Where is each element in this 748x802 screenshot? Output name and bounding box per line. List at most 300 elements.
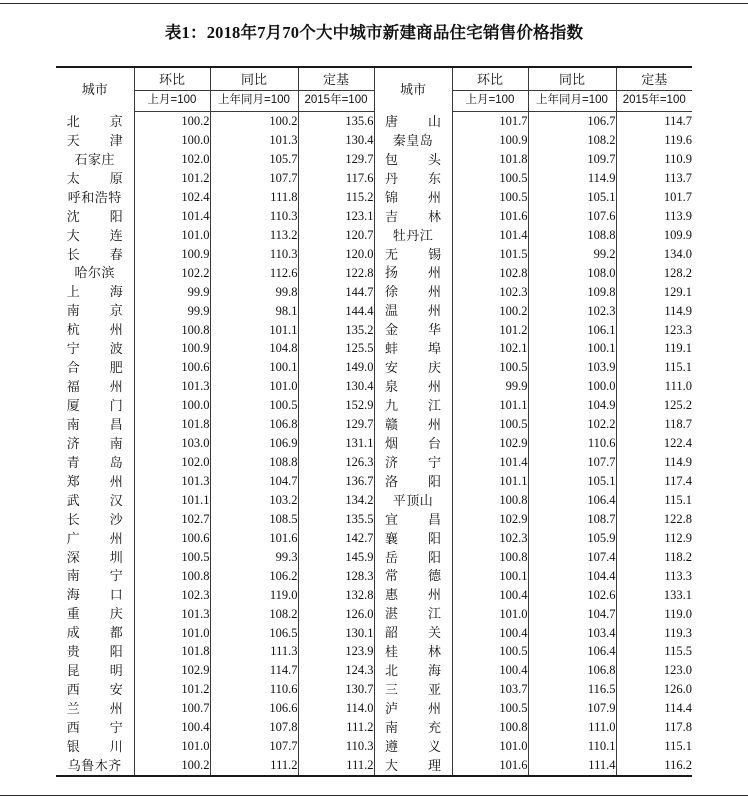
cell-base-right: 117.8 (664, 720, 692, 735)
table-row (56, 567, 692, 586)
cell-mom-left: 101.8 (134, 642, 210, 661)
cell-base-left: 131.1 (298, 434, 374, 453)
cell-base-left: 123.1 (298, 207, 374, 226)
cell-city-left: 哈尔滨 (56, 264, 134, 283)
cell-city-left: 上海 (56, 282, 134, 301)
cell-city-left: 长沙 (56, 510, 134, 529)
cell-base-right: 114.7 (664, 114, 692, 129)
table-row (56, 623, 692, 642)
table-row (56, 548, 692, 567)
cell-mom-right: 100.9 (452, 131, 528, 150)
table-row (56, 169, 692, 188)
cell-yoy-left: 111.8 (210, 188, 298, 207)
table-body (56, 112, 692, 776)
cell-yoy-left: 100.5 (210, 396, 298, 415)
cell-yoy-right: 110.1 (528, 737, 616, 756)
cell-yoy-right: 106.7 (528, 112, 616, 131)
cell-base-left: 142.7 (298, 529, 374, 548)
cell-mom-right: 100.4 (452, 585, 528, 604)
cell-base-left: 124.3 (298, 661, 374, 680)
cell-base-right: 115.1 (664, 492, 692, 507)
cell-city-left: 宁波 (56, 339, 134, 358)
cell-base-right: 119.3 (664, 625, 692, 640)
cell-yoy-right: 108.0 (528, 264, 616, 283)
cell-mom-right: 100.5 (452, 188, 528, 207)
cell-mom-left: 102.4 (134, 188, 210, 207)
cell-base-left: 134.2 (298, 491, 374, 510)
cell-mom-left: 100.7 (134, 699, 210, 718)
cell-base-right: 113.7 (664, 171, 692, 186)
table-row (56, 472, 692, 491)
cell-city-right: 唐山 (374, 112, 452, 131)
cell-base-right: 118.2 (664, 549, 692, 564)
price-index-table-container (56, 66, 692, 777)
page-top-rule (0, 3, 748, 4)
cell-mom-right: 101.4 (452, 453, 528, 472)
cell-yoy-right: 114.9 (528, 169, 616, 188)
cell-city-left: 南昌 (56, 415, 134, 434)
cell-yoy-right: 104.9 (528, 396, 616, 415)
table-row (56, 377, 692, 396)
header-row-primary (56, 67, 692, 91)
cell-city-right: 扬州 (374, 264, 452, 283)
cell-mom-left: 101.1 (134, 491, 210, 510)
cell-mom-left: 100.5 (134, 548, 210, 567)
column-header-mom-right: 环比 (452, 67, 528, 91)
cell-city-left: 兰州 (56, 699, 134, 718)
column-subheader-mom-right: 上月=100 (452, 91, 528, 112)
cell-city-right: 丹东 (374, 169, 452, 188)
table-row (56, 491, 692, 510)
cell-yoy-left: 104.7 (210, 472, 298, 491)
cell-base-right: 134.0 (663, 246, 692, 261)
table-row (56, 358, 692, 377)
cell-yoy-right: 100.0 (528, 377, 616, 396)
table-header (56, 67, 692, 112)
cell-base-right: 129.1 (663, 284, 692, 299)
cell-city-right: 赣州 (374, 415, 452, 434)
column-header-base-right: 定基 (616, 67, 692, 91)
cell-mom-left: 100.2 (134, 112, 210, 131)
cell-mom-left: 101.0 (134, 623, 210, 642)
cell-mom-left: 103.0 (134, 434, 210, 453)
cell-yoy-right: 104.4 (528, 567, 616, 586)
cell-mom-right: 101.6 (452, 756, 528, 776)
table-row (56, 339, 692, 358)
cell-city-left: 重庆 (56, 604, 134, 623)
table-row (56, 453, 692, 472)
cell-city-right: 牡丹江 (374, 226, 452, 245)
cell-yoy-right: 102.2 (528, 415, 616, 434)
cell-mom-right: 102.1 (452, 339, 528, 358)
cell-base-left: 144.7 (298, 282, 374, 301)
cell-mom-left: 102.3 (134, 585, 210, 604)
cell-mom-left: 101.4 (134, 207, 210, 226)
cell-mom-right: 102.3 (452, 282, 528, 301)
cell-base-right: 101.7 (663, 189, 692, 204)
cell-city-right: 金华 (374, 320, 452, 339)
cell-yoy-left: 114.7 (210, 661, 298, 680)
cell-base-right: 111.0 (664, 379, 692, 394)
cell-city-left: 福州 (56, 377, 134, 396)
cell-city-right: 徐州 (374, 282, 452, 301)
cell-yoy-left: 106.6 (210, 699, 298, 718)
cell-mom-right: 102.8 (452, 264, 528, 283)
cell-mom-left: 100.0 (134, 396, 210, 415)
cell-base-left: 130.4 (298, 131, 374, 150)
cell-yoy-left: 107.7 (210, 169, 298, 188)
cell-base-right: 128.2 (663, 265, 692, 280)
cell-city-left: 沈阳 (56, 207, 134, 226)
cell-city-left: 济南 (56, 434, 134, 453)
cell-city-right: 桂林 (374, 642, 452, 661)
cell-base-right: 110.9 (664, 152, 692, 167)
cell-mom-left: 100.8 (134, 567, 210, 586)
cell-yoy-left: 99.3 (210, 548, 298, 567)
cell-mom-left: 101.8 (134, 415, 210, 434)
cell-base-right: 116.2 (616, 756, 692, 776)
cell-city-right: 泸州 (374, 699, 452, 718)
cell-city-left: 银川 (56, 737, 134, 756)
cell-base-left: 130.7 (298, 680, 374, 699)
cell-city-left: 呼和浩特 (56, 188, 134, 207)
cell-yoy-right: 103.9 (528, 358, 616, 377)
table-row (56, 434, 692, 453)
cell-yoy-left: 98.1 (210, 301, 298, 320)
column-header-city-left: 城市 (56, 67, 134, 112)
table-row (56, 718, 692, 737)
cell-yoy-right: 102.6 (528, 585, 616, 604)
cell-mom-left: 100.0 (134, 131, 210, 150)
cell-city-left: 武汉 (56, 491, 134, 510)
cell-city-right: 锦州 (374, 188, 452, 207)
cell-base-left: 111.2 (298, 756, 374, 776)
cell-base-left: 120.0 (298, 245, 374, 264)
cell-city-right: 包头 (374, 150, 452, 169)
cell-mom-right: 101.8 (452, 150, 528, 169)
cell-yoy-right: 100.1 (528, 339, 616, 358)
cell-city-right: 蚌埠 (374, 339, 452, 358)
cell-city-left: 天津 (56, 131, 134, 150)
cell-mom-right: 101.0 (452, 737, 528, 756)
cell-mom-left: 99.9 (134, 282, 210, 301)
cell-base-left: 135.5 (298, 510, 374, 529)
cell-yoy-right: 106.8 (528, 661, 616, 680)
table-row (56, 131, 692, 150)
cell-city-right: 北海 (374, 661, 452, 680)
cell-base-left: 115.2 (298, 188, 374, 207)
cell-city-left: 北京 (56, 112, 134, 131)
cell-yoy-right: 107.9 (528, 699, 616, 718)
cell-base-left: 136.7 (298, 472, 374, 491)
column-header-yoy-right: 同比 (528, 67, 616, 91)
cell-base-right: 113.3 (664, 568, 692, 583)
cell-yoy-left: 101.3 (210, 131, 298, 150)
cell-base-right: 114.9 (664, 303, 692, 318)
cell-yoy-right: 109.8 (528, 282, 616, 301)
cell-base-right: 123.3 (663, 322, 692, 337)
cell-yoy-right: 103.4 (528, 623, 616, 642)
cell-base-right: 114.9 (664, 455, 692, 470)
cell-city-left: 杭州 (56, 320, 134, 339)
cell-mom-right: 102.9 (452, 510, 528, 529)
table-row (56, 415, 692, 434)
cell-yoy-right: 110.6 (528, 434, 616, 453)
cell-yoy-right: 106.4 (528, 642, 616, 661)
cell-mom-right: 100.8 (452, 718, 528, 737)
cell-yoy-left: 101.1 (210, 320, 298, 339)
table-row (56, 529, 692, 548)
column-header-base-left: 定基 (298, 67, 374, 91)
cell-city-right: 九江 (374, 396, 452, 415)
cell-city-right: 吉林 (374, 207, 452, 226)
cell-yoy-right: 108.2 (528, 131, 616, 150)
cell-base-left: 144.4 (298, 301, 374, 320)
cell-yoy-left: 101.0 (210, 377, 298, 396)
cell-mom-right: 101.5 (452, 245, 528, 264)
cell-mom-right: 102.3 (452, 529, 528, 548)
cell-yoy-right: 105.1 (528, 472, 616, 491)
cell-mom-left: 100.6 (134, 358, 210, 377)
cell-base-left: 135.6 (298, 112, 374, 131)
cell-yoy-left: 112.6 (210, 264, 298, 283)
cell-base-right: 114.4 (664, 701, 692, 716)
cell-base-left: 110.3 (298, 737, 374, 756)
table-row (56, 320, 692, 339)
cell-yoy-right: 108.8 (528, 226, 616, 245)
cell-yoy-right: 108.7 (528, 510, 616, 529)
cell-yoy-left: 105.7 (210, 150, 298, 169)
cell-city-left: 大连 (56, 226, 134, 245)
cell-mom-left: 102.9 (134, 661, 210, 680)
cell-mom-right: 100.8 (452, 491, 528, 510)
column-subheader-yoy-left: 上年同月=100 (210, 91, 298, 112)
cell-base-right: 118.7 (664, 417, 692, 432)
cell-city-right: 大理 (374, 756, 452, 776)
cell-base-left: 111.2 (298, 718, 374, 737)
cell-mom-left: 101.3 (134, 604, 210, 623)
cell-base-right: 119.6 (664, 133, 692, 148)
cell-base-left: 130.1 (298, 623, 374, 642)
cell-city-right: 秦皇岛 (374, 131, 452, 150)
cell-base-left: 123.9 (298, 642, 374, 661)
cell-yoy-right: 107.4 (528, 548, 616, 567)
cell-city-left: 南宁 (56, 567, 134, 586)
cell-city-left: 太原 (56, 169, 134, 188)
cell-base-left: 130.4 (298, 377, 374, 396)
cell-mom-right: 100.5 (452, 358, 528, 377)
cell-mom-left: 99.9 (134, 301, 210, 320)
cell-yoy-right: 111.0 (528, 718, 616, 737)
cell-city-left: 深圳 (56, 548, 134, 567)
cell-yoy-right: 111.4 (528, 756, 616, 776)
cell-base-right: 126.0 (663, 682, 692, 697)
column-header-yoy-left: 同比 (210, 67, 298, 91)
table-row (56, 245, 692, 264)
cell-mom-right: 100.5 (452, 169, 528, 188)
cell-yoy-left: 110.3 (210, 207, 298, 226)
cell-base-left: 145.9 (298, 548, 374, 567)
cell-mom-left: 101.0 (134, 737, 210, 756)
cell-mom-right: 100.5 (452, 642, 528, 661)
cell-city-left: 南京 (56, 301, 134, 320)
table-row (56, 264, 692, 283)
cell-mom-left: 102.0 (134, 453, 210, 472)
cell-base-left: 152.9 (298, 396, 374, 415)
cell-city-right: 温州 (374, 301, 452, 320)
cell-yoy-left: 113.2 (210, 226, 298, 245)
cell-mom-left: 102.7 (134, 510, 210, 529)
cell-city-right: 平顶山 (374, 491, 452, 510)
cell-city-right: 遵义 (374, 737, 452, 756)
cell-yoy-right: 102.3 (528, 301, 616, 320)
cell-yoy-right: 99.2 (528, 245, 616, 264)
cell-base-right: 133.1 (663, 587, 692, 602)
cell-city-right: 洛阳 (374, 472, 452, 491)
cell-base-right: 125.2 (663, 398, 692, 413)
cell-yoy-left: 100.2 (210, 112, 298, 131)
cell-mom-right: 100.5 (452, 415, 528, 434)
cell-yoy-right: 107.6 (528, 207, 616, 226)
page-bottom-rule (0, 795, 748, 796)
column-subheader-base-left: 2015年=100 (298, 91, 374, 112)
cell-mom-right: 100.1 (452, 567, 528, 586)
cell-city-right: 无锡 (374, 245, 452, 264)
cell-mom-left: 100.9 (134, 339, 210, 358)
cell-mom-right: 100.4 (452, 623, 528, 642)
cell-city-left: 厦门 (56, 396, 134, 415)
cell-city-left: 乌鲁木齐 (56, 756, 134, 776)
cell-yoy-right: 116.5 (528, 680, 616, 699)
table-row (56, 301, 692, 320)
cell-base-right: 119.1 (664, 341, 692, 356)
cell-city-right: 安庆 (374, 358, 452, 377)
cell-yoy-left: 106.5 (210, 623, 298, 642)
cell-mom-left: 101.0 (134, 226, 210, 245)
table-row (56, 642, 692, 661)
cell-base-right: 119.0 (664, 606, 692, 621)
cell-mom-right: 100.2 (452, 301, 528, 320)
cell-city-left: 昆明 (56, 661, 134, 680)
cell-mom-right: 101.7 (452, 112, 528, 131)
cell-city-left: 海口 (56, 585, 134, 604)
cell-yoy-right: 106.4 (528, 491, 616, 510)
cell-city-left: 西宁 (56, 718, 134, 737)
cell-base-right: 115.5 (664, 644, 692, 659)
table-row (56, 207, 692, 226)
cell-yoy-right: 109.7 (528, 150, 616, 169)
cell-city-right: 泉州 (374, 377, 452, 396)
cell-yoy-left: 106.8 (210, 415, 298, 434)
cell-base-left: 135.2 (298, 320, 374, 339)
cell-yoy-left: 107.7 (210, 737, 298, 756)
cell-base-right: 113.9 (664, 208, 692, 223)
cell-mom-right: 100.4 (452, 661, 528, 680)
cell-yoy-left: 110.6 (210, 680, 298, 699)
cell-city-left: 贵阳 (56, 642, 134, 661)
cell-yoy-right: 105.1 (528, 188, 616, 207)
cell-city-left: 长春 (56, 245, 134, 264)
table-row (56, 150, 692, 169)
cell-yoy-left: 101.6 (210, 529, 298, 548)
cell-mom-left: 102.2 (134, 264, 210, 283)
cell-mom-left: 101.3 (134, 472, 210, 491)
cell-yoy-right: 106.1 (528, 320, 616, 339)
cell-base-left: 149.0 (298, 358, 374, 377)
cell-city-left: 成都 (56, 623, 134, 642)
cell-base-right: 117.4 (664, 474, 692, 489)
cell-city-left: 合肥 (56, 358, 134, 377)
cell-city-left: 石家庄 (56, 150, 134, 169)
cell-city-right: 惠州 (374, 585, 452, 604)
cell-yoy-left: 110.3 (210, 245, 298, 264)
cell-yoy-left: 108.5 (210, 510, 298, 529)
column-subheader-base-right: 2015年=100 (616, 91, 692, 112)
table-row (56, 188, 692, 207)
cell-yoy-left: 107.8 (210, 718, 298, 737)
cell-base-right: 122.4 (663, 436, 692, 451)
table-row (56, 699, 692, 718)
cell-yoy-left: 106.2 (210, 567, 298, 586)
cell-base-left: 117.6 (298, 169, 374, 188)
column-header-city-right: 城市 (374, 67, 452, 112)
table-row (56, 226, 692, 245)
cell-mom-left: 100.6 (134, 529, 210, 548)
cell-city-left: 青岛 (56, 453, 134, 472)
cell-mom-left: 100.8 (134, 320, 210, 339)
cell-yoy-left: 99.8 (210, 282, 298, 301)
cell-mom-right: 102.9 (452, 434, 528, 453)
column-subheader-yoy-right: 上年同月=100 (528, 91, 616, 112)
cell-mom-right: 101.4 (452, 226, 528, 245)
cell-mom-right: 101.2 (452, 320, 528, 339)
cell-city-right: 三亚 (374, 680, 452, 699)
cell-base-left: 114.0 (298, 699, 374, 718)
cell-mom-left: 101.2 (134, 680, 210, 699)
table-row (56, 661, 692, 680)
cell-yoy-left: 103.2 (210, 491, 298, 510)
table-row (56, 604, 692, 623)
cell-base-left: 125.5 (298, 339, 374, 358)
cell-base-left: 129.7 (298, 415, 374, 434)
cell-mom-right: 101.1 (452, 472, 528, 491)
cell-yoy-left: 104.8 (210, 339, 298, 358)
cell-city-right: 常德 (374, 567, 452, 586)
cell-mom-left: 100.2 (134, 756, 210, 776)
cell-mom-left: 100.9 (134, 245, 210, 264)
table-row (56, 282, 692, 301)
cell-mom-right: 103.7 (452, 680, 528, 699)
cell-mom-left: 101.2 (134, 169, 210, 188)
cell-yoy-right: 104.7 (528, 604, 616, 623)
cell-base-right: 115.1 (664, 739, 692, 754)
table-row (56, 756, 692, 776)
cell-yoy-left: 111.2 (210, 756, 298, 776)
cell-city-right: 岳阳 (374, 548, 452, 567)
table-row (56, 680, 692, 699)
cell-mom-left: 102.0 (134, 150, 210, 169)
cell-base-right: 109.9 (663, 227, 692, 242)
cell-base-left: 120.7 (298, 226, 374, 245)
cell-yoy-left: 108.8 (210, 453, 298, 472)
cell-city-right: 湛江 (374, 604, 452, 623)
cell-mom-right: 100.5 (452, 699, 528, 718)
cell-city-right: 襄阳 (374, 529, 452, 548)
cell-city-left: 西安 (56, 680, 134, 699)
page-title: 表1：2018年7月70个大中城市新建商品住宅销售价格指数 (164, 23, 584, 42)
cell-yoy-right: 105.9 (528, 529, 616, 548)
cell-yoy-left: 100.1 (210, 358, 298, 377)
